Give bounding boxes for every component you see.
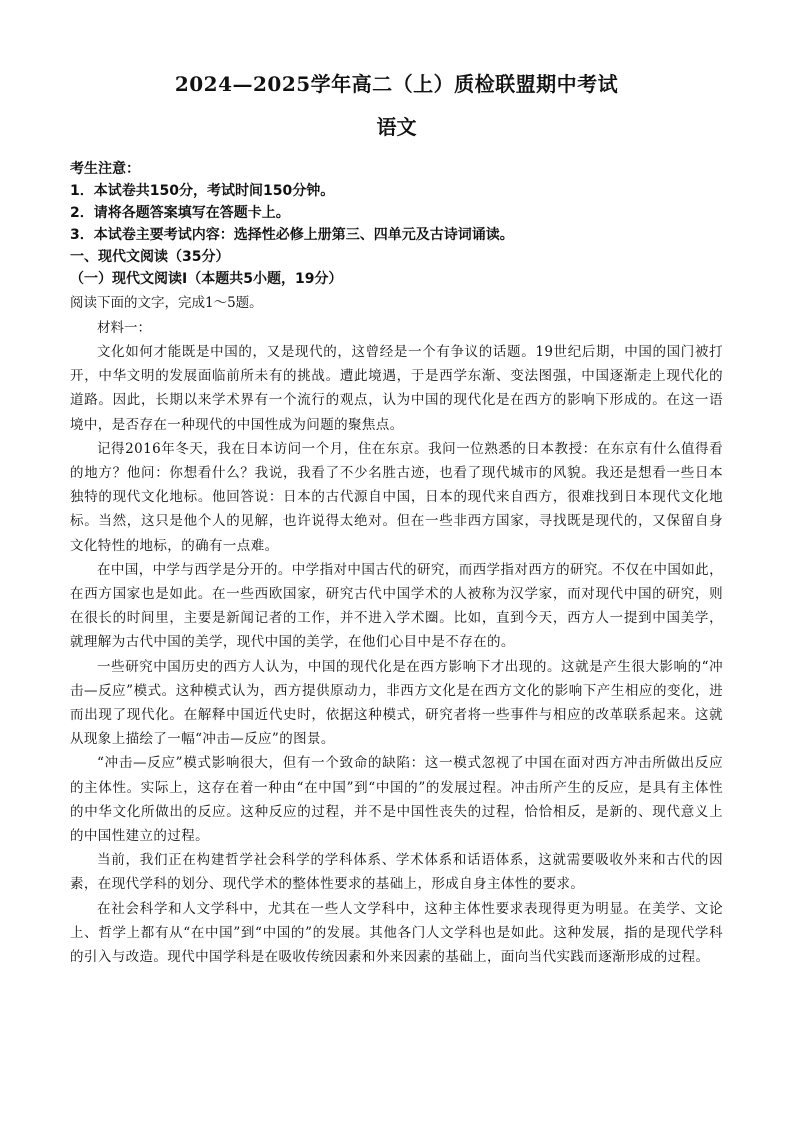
paragraph: 在社会科学和人文学科中，尤其在一些人文学科中，这种主体性要求表现得更为明显。在美学、文论上、哲学上都有从“在中国”到“中国的”的发展。其他各门人文学科也是如此。这种发展，指的是现代学科的引入与改造。现代中国学科是在吸收传统因素和外来因素的基础上，面向当代实践而逐渐形成的过程。: [70, 900, 723, 966]
paragraph: 记得2016年冬天，我在日本访问一个月，住在东京。我问一位熟悉的日本教授：在东京有什么值得看的地方？他问：你想看什么？我说，我看了不少名胜古迹，也看了现代城市的风貌。我还是想看一些日本独特的现代文化地标。他回答说：日本的古代源自中国，日本的现代来自西方，很难找到日本现代文化地标。当然，这只是他个人的见解，也许说得太绝对。但在一些非西方国家，寻找既是现代的，又保留自身文化特性的地标，的确有一点难。: [70, 440, 723, 554]
notice-item: 3．本试卷主要考试内容：选择性必修上册第三、四单元及古诗词诵读。: [70, 227, 514, 243]
subject-title: 语文: [376, 115, 417, 139]
paragraph: “冲击—反应”模式影响很大，但有一个致命的缺陷：这一模式忽视了中国在面对西方冲击所做出反应的主体性。实际上，这存在着一种由“在中国”到“中国的”的发展过程。冲击所产生的反应，是具有主体性的中华文化所做出的反应。这种反应的过程，并不是中国性丧失的过程，恰恰相反，是新的、现代意义上的中国性建立的过程。: [70, 755, 723, 845]
paragraph: 当前，我们正在构建哲学社会科学的学科体系、学术体系和话语体系，这就需要吸收外来和古代的因素，在现代学科的划分、现代学术的整体性要求的基础上，形成自身主体性的要求。: [70, 852, 723, 893]
notice-item: 2．请将各题答案填写在答题卡上。: [70, 205, 290, 221]
paragraph: 在中国，中学与西学是分开的。中学指对中国古代的研究，而西学指对西方的研究。不仅在中国如此，在西方国家也是如此。在一些西欧国家，研究古代中国学术的人被称为汉学家，而对现代中国的研究，则在很长的时间里，主要是新闻记者的工作，并不进入学术圈。比如，直到今天，西方人一提到中国美学，就理解为古代中国的美学，现代中国的美学，在他们心目中是不存在的。: [70, 561, 723, 651]
paragraph: 一些研究中国历史的西方人认为，中国的现代化是在西方影响下才出现的。这就是产生很大影响的“冲击—反应”模式。这种模式认为，西方提供原动力，非西方文化是在西方文化的影响下产生相应的变化，进而出现了现代化。在解释中国近代史时，依据这种模式，研究者将一些事件与相应的改革联系起来。这就从现象上描绘了一幅“冲击—反应”的图景。: [70, 658, 723, 748]
subsection-heading: （一）现代文阅读Ⅰ（本题共5小题，19分）: [70, 271, 343, 287]
material-label: 材料一：: [97, 320, 151, 336]
material-body: [70, 340, 723, 969]
paragraph: 文化如何才能既是中国的，又是现代的，这曾经是一个有争议的话题。19世纪后期，中国的国门被打开，中华文明的发展面临前所未有的挑战。遭此境遇，于是西学东渐、变法图强，中国逐渐走上现代化的道路。因此，长期以来学术界有一个流行的观点，认为中国的现代化是在西方的影响下形成的。在这一语境中，是否存在一种现代的中国性成为问题的聚焦点。: [70, 344, 723, 433]
notice-item: 1．本试卷共150分，考试时间150分钟。: [70, 183, 335, 199]
exam-title: 2024—2025学年高二（上）质检联盟期中考试: [174, 72, 619, 96]
section-heading: 一、现代文阅读（35分）: [70, 249, 230, 265]
notice-heading: 考生注意：: [70, 161, 140, 177]
notice-block: [70, 158, 723, 246]
reading-instruction: 阅读下面的文字，完成1～5题。: [70, 295, 263, 311]
